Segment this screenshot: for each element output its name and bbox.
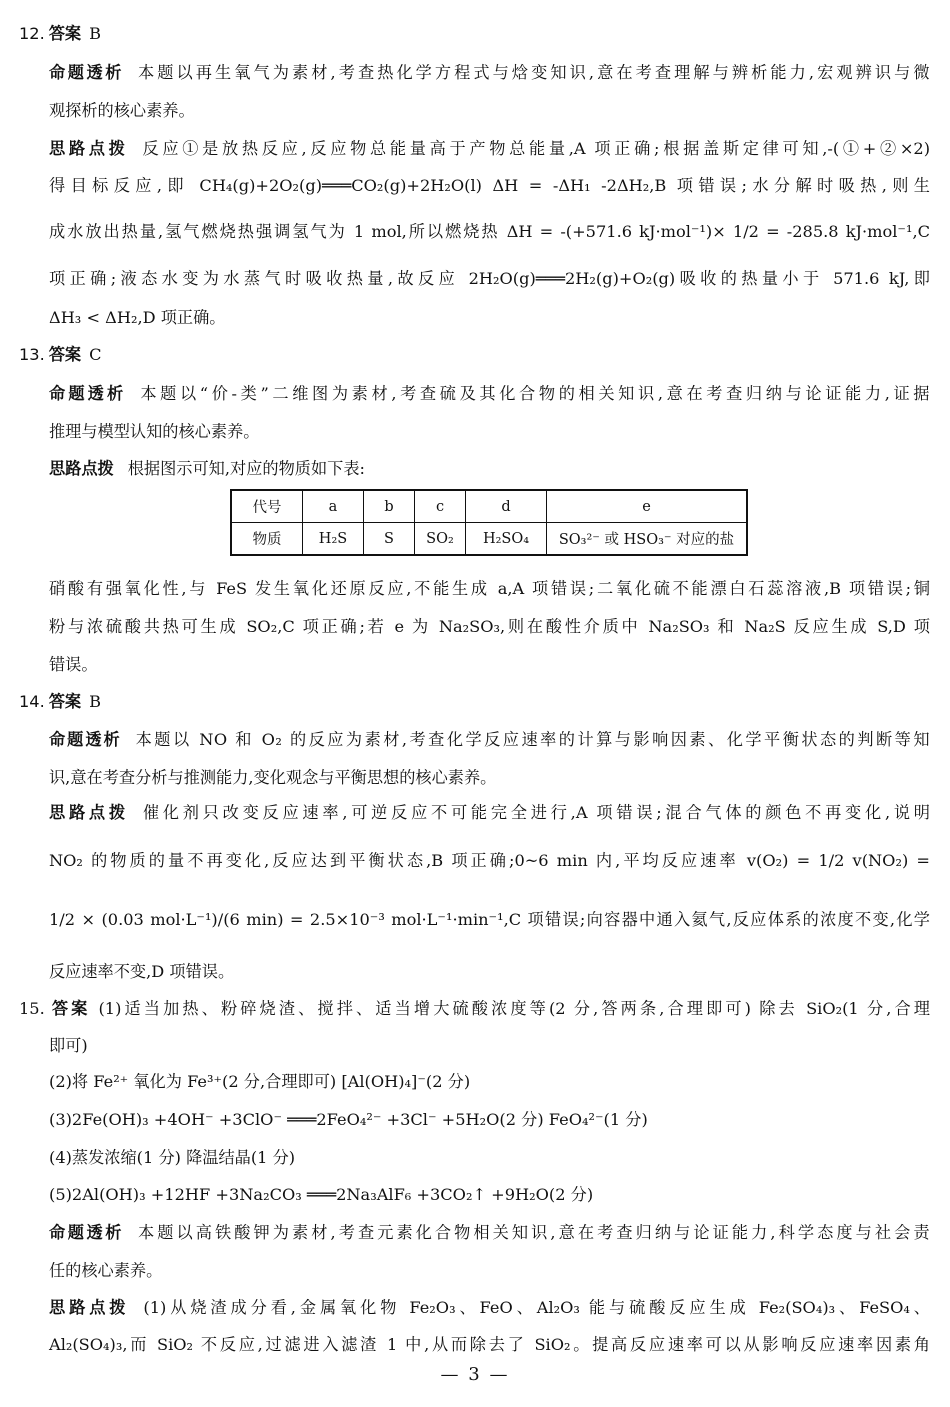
q12-summary-text-1: 本题以再生氧气为素材,考查热化学方程式与焓变知识,意在考查理解与辨析能力,宏观辨识与微	[138, 63, 931, 82]
table-cell: SO₂	[415, 523, 466, 556]
q12-summary-label: 命题透析	[49, 63, 124, 82]
q12-summary-line-1	[49, 59, 930, 83]
table-cell: 物质	[231, 523, 303, 556]
q13-hint-line-1	[49, 455, 365, 479]
q12-hint-label: 思路点拨	[49, 139, 129, 158]
q15-summary-line-1	[49, 1219, 930, 1243]
q13-substance-table	[230, 489, 748, 556]
q14-hint-label: 思路点拨	[49, 803, 129, 822]
q14-hint-line-2: NO₂ 的物质的量不再变化,反应达到平衡状态,B 项正确;0~6 min 内,平均反应速率 v(O₂) = 1/2 v(NO₂) =	[49, 851, 930, 870]
q15-answer-2: (2)将 Fe²⁺ 氧化为 Fe³⁺(2 分,合理即可) [Al(OH)₄]⁻(2 分)	[49, 1072, 471, 1091]
q15-answer-3: (3)2Fe(OH)₃ +4OH⁻ +3ClO⁻ ═══2FeO₄²⁻ +3Cl⁻ +5H₂O(2 分) FeO₄²⁻(1 分)	[49, 1110, 648, 1129]
table-header-row	[231, 490, 747, 523]
q13-hint-text-1: 根据图示可知,对应的物质如下表:	[127, 459, 365, 478]
q13-answer: C	[89, 345, 102, 364]
table-cell: b	[364, 490, 415, 523]
q12-answer-label: 答案	[48, 24, 82, 43]
q13-summary-text-1: 本题以“价-类”二维图为素材,考查硫及其化合物的相关知识,意在考查归纳与论证能力,证据	[140, 384, 930, 403]
q12-hint-line-4: 项正确;液态水变为水蒸气时吸收热量,故反应 2H₂O(g)═══2H₂(g)+O₂(g)吸收的热量小于 571.6 kJ,即	[49, 269, 930, 288]
q12-number: 12.	[19, 24, 45, 43]
q15-hint-line-1	[49, 1294, 930, 1318]
q12-answer-line	[19, 20, 101, 44]
q15-answer-4: (4)蒸发浓缩(1 分) 降温结晶(1 分)	[49, 1148, 296, 1167]
q15-answer-5: (5)2Al(OH)₃ +12HF +3Na₂CO₃ ═══2Na₃AlF₆ +3CO₂↑ +9H₂O(2 分)	[49, 1185, 594, 1204]
q15-summary-line-2: 任的核心素养。	[49, 1261, 163, 1280]
q14-summary-text-1: 本题以 NO 和 O₂ 的反应为素材,考查化学反应速率的计算与影响因素、化学平衡状态的判断等知	[135, 730, 931, 749]
q12-summary-line-2: 观探析的核心素养。	[49, 101, 195, 120]
table-cell: e	[547, 490, 748, 523]
table-cell: H₂S	[303, 523, 364, 556]
table-cell: 代号	[231, 490, 303, 523]
q15-hint-text-1: (1)从烧渣成分看,金属氧化物 Fe₂O₃、FeO、Al₂O₃ 能与硫酸反应生成 Fe₂(SO₄)₃、FeSO₄、	[143, 1298, 930, 1317]
q14-answer: B	[89, 692, 102, 711]
table-cell: S	[364, 523, 415, 556]
q14-hint-text-1: 催化剂只改变反应速率,可逆反应不可能完全进行,A 项错误;混合气体的颜色不再变化,说明	[142, 803, 930, 822]
q13-answer-line	[19, 341, 102, 365]
q13-after-line-2: 粉与浓硫酸共热可生成 SO₂,C 项正确;若 e 为 Na₂SO₃,则在酸性介质中 Na₂SO₃ 和 Na₂S 反应生成 S,D 项	[49, 617, 930, 636]
q14-hint-line-1	[49, 799, 930, 823]
q15-answer-label: 答案	[48, 999, 91, 1018]
q13-number: 13.	[19, 345, 45, 364]
q15-summary-text-1: 本题以高铁酸钾为素材,考查元素化合物相关知识,意在考查归纳与论证能力,科学态度与社会责	[138, 1223, 931, 1242]
q12-hint-text-1: 反应①是放热反应,反应物总能量高于产物总能量,A 项正确;根据盖斯定律可知,-(①+②×2)	[142, 139, 931, 158]
table-cell: a	[303, 490, 364, 523]
table-row	[231, 523, 747, 556]
q15-answer-1: (1)适当加热、粉碎烧渣、搅拌、适当增大硫酸浓度等(2 分,答两条,合理即可) 除去 SiO₂(1 分,合理	[98, 999, 930, 1018]
q15-summary-label: 命题透析	[49, 1223, 124, 1242]
q12-hint-line-2: 得目标反应,即 CH₄(g)+2O₂(g)═══CO₂(g)+2H₂O(l) ΔH = -ΔH₁ -2ΔH₂,B 项错误;水分解时吸热,则生	[49, 176, 930, 195]
q15-answer-line-2: 即可)	[49, 1036, 88, 1055]
q13-answer-label: 答案	[48, 345, 82, 364]
table-cell: d	[466, 490, 547, 523]
q12-answer: B	[89, 24, 102, 43]
q13-summary-line-1	[49, 380, 930, 404]
table-cell: c	[415, 490, 466, 523]
q14-hint-line-4: 反应速率不变,D 项错误。	[49, 962, 235, 981]
page-number: — 3 —	[440, 1364, 510, 1385]
q14-summary-line-1	[49, 726, 930, 750]
q12-hint-line-5: ΔH₃ < ΔH₂,D 项正确。	[49, 308, 226, 327]
q13-summary-label: 命题透析	[49, 384, 127, 403]
q14-answer-line	[19, 688, 101, 712]
q14-hint-line-3: 1/2 × (0.03 mol·L⁻¹)/(6 min) = 2.5×10⁻³ mol·L⁻¹·min⁻¹,C 项错误;向容器中通入氦气,反应体系的浓度不变,化学	[49, 910, 930, 929]
table-cell: SO₃²⁻ 或 HSO₃⁻ 对应的盐	[547, 523, 748, 556]
q14-summary-line-2: 识,意在考查分析与推测能力,变化观念与平衡思想的核心素养。	[49, 768, 497, 787]
q13-summary-line-2: 推理与模型认知的核心素养。	[49, 422, 260, 441]
q15-hint-line-2: Al₂(SO₄)₃,而 SiO₂ 不反应,过滤进入滤渣 1 中,从而除去了 SiO₂。提高反应速率可以从影响反应速率因素角	[49, 1335, 930, 1354]
q14-answer-label: 答案	[48, 692, 82, 711]
q13-after-line-3: 错误。	[49, 655, 98, 674]
q13-hint-label: 思路点拨	[49, 459, 114, 478]
q12-hint-line-1	[49, 135, 930, 159]
q13-after-line-1: 硝酸有强氧化性,与 FeS 发生氧化还原反应,不能生成 a,A 项错误;二氧化硫不能漂白石蕊溶液,B 项错误;铜	[49, 579, 930, 598]
q15-number: 15.	[19, 999, 45, 1018]
q14-summary-label: 命题透析	[49, 730, 122, 749]
q15-hint-label: 思路点拨	[49, 1298, 130, 1317]
q14-number: 14.	[19, 692, 45, 711]
q15-answer-line-1	[19, 995, 930, 1019]
table-cell: H₂SO₄	[466, 523, 547, 556]
q12-hint-line-3: 成水放出热量,氢气燃烧热强调氢气为 1 mol,所以燃烧热 ΔH = -(+571.6 kJ·mol⁻¹)× 1/2 = -285.8 kJ·mol⁻¹,C	[49, 222, 930, 241]
